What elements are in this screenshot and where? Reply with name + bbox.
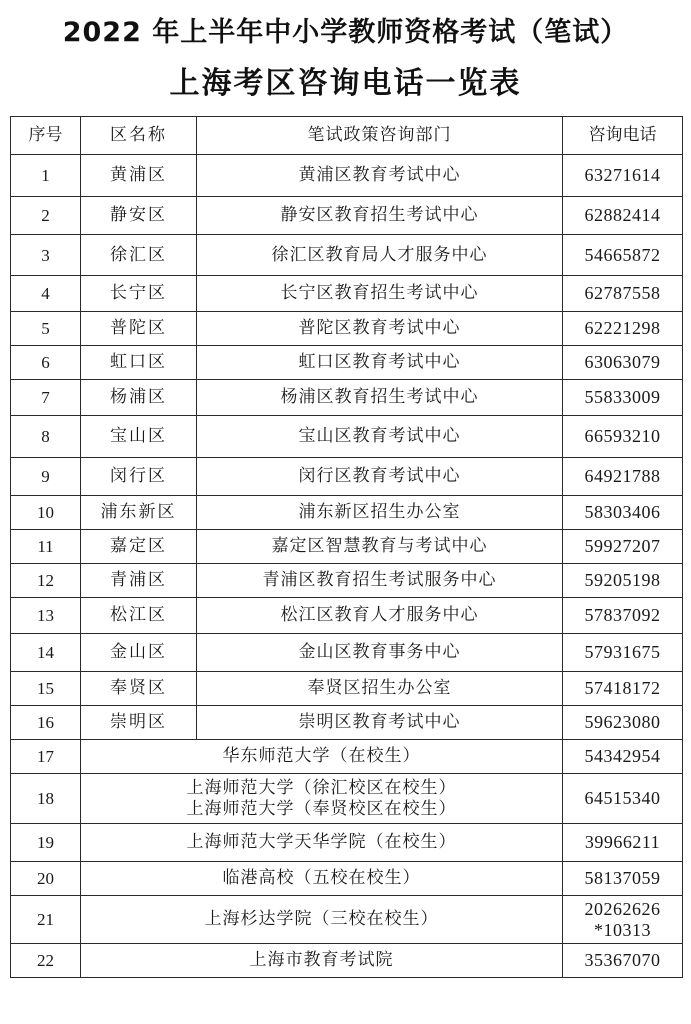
table-row: [11, 235, 683, 276]
table-row: [11, 197, 683, 235]
row-number: 7: [11, 380, 81, 416]
table-row: [11, 774, 683, 824]
table-row: [11, 740, 683, 774]
department-cell: [197, 197, 563, 235]
contact-table: [10, 116, 683, 978]
department-name: 普陀区教育考试中心: [298, 318, 461, 338]
department-name: 杨浦区教育招生考试中心: [280, 387, 479, 407]
header-phone: 咨询电话: [563, 117, 683, 155]
department-cell: [197, 276, 563, 312]
row-number: 20: [11, 862, 81, 896]
phone-cell: [563, 197, 683, 235]
department-cell: [81, 896, 563, 944]
department-name: 嘉定区智慧教育与考试中心: [271, 536, 488, 556]
phone-number: 54342954: [584, 746, 661, 766]
phone-number: 20262626: [584, 898, 661, 919]
phone-cell: [563, 672, 683, 706]
district-name: 浦东新区: [81, 496, 197, 530]
department-cell: [197, 312, 563, 346]
phone-number: 58303406: [584, 502, 661, 522]
table-row: [11, 706, 683, 740]
row-number: 16: [11, 706, 81, 740]
district-name: 普陀区: [81, 312, 197, 346]
district-name: 黄浦区: [81, 155, 197, 197]
row-number: 17: [11, 740, 81, 774]
phone-number: 64921788: [584, 466, 661, 486]
table-row: [11, 416, 683, 458]
department-name: 青浦区教育招生考试服务中心: [262, 570, 497, 590]
department-name: 金山区教育事务中心: [298, 642, 461, 662]
header-dept: 笔试政策咨询部门: [197, 117, 563, 155]
phone-number: 39966211: [584, 832, 661, 852]
phone-number: 57931675: [584, 642, 661, 662]
phone-cell: [563, 380, 683, 416]
phone-number: 35367070: [584, 950, 661, 970]
phone-number: 66593210: [584, 426, 661, 446]
department-name: 崇明区教育考试中心: [298, 712, 461, 732]
phone-cell: [563, 530, 683, 564]
department-cell: [197, 672, 563, 706]
department-name: 松江区教育人才服务中心: [280, 605, 479, 625]
row-number: 2: [11, 197, 81, 235]
phone-cell: [563, 458, 683, 496]
table-row: [11, 564, 683, 598]
department-name: 静安区教育招生考试中心: [280, 205, 479, 225]
table-row: [11, 944, 683, 978]
phone-number: 58137059: [584, 868, 661, 888]
row-number: 8: [11, 416, 81, 458]
district-name: 嘉定区: [81, 530, 197, 564]
department-cell: [197, 458, 563, 496]
department-name: 闵行区教育考试中心: [298, 466, 461, 486]
row-number: 1: [11, 155, 81, 197]
row-number: 13: [11, 598, 81, 634]
phone-number: 59623080: [584, 712, 661, 732]
table-row: [11, 458, 683, 496]
department-name: 徐汇区教育局人才服务中心: [271, 244, 488, 265]
district-name: 静安区: [81, 197, 197, 235]
department-cell: [197, 598, 563, 634]
row-number: 19: [11, 824, 81, 862]
district-name: 奉贤区: [81, 672, 197, 706]
document-title-line-2: 上海考区咨询电话一览表: [169, 66, 522, 101]
row-number: 6: [11, 346, 81, 380]
district-name: 青浦区: [81, 564, 197, 598]
phone-cell: [563, 416, 683, 458]
department-name: 浦东新区招生办公室: [298, 502, 461, 522]
table-row: [11, 824, 683, 862]
header-no: 序号: [11, 117, 81, 155]
phone-number: 54665872: [584, 244, 661, 265]
phone-number: 62221298: [584, 318, 661, 338]
department-cell: [81, 824, 563, 862]
department-name: 虹口区教育考试中心: [298, 352, 461, 372]
department-cell: [197, 380, 563, 416]
phone-cell: [563, 598, 683, 634]
phone-number: 64515340: [584, 788, 661, 808]
phone-cell: [563, 155, 683, 197]
department-name: 长宁区教育招生考试中心: [280, 283, 479, 303]
district-name: 松江区: [81, 598, 197, 634]
row-number: 22: [11, 944, 81, 978]
row-number: 14: [11, 634, 81, 672]
phone-number: 62882414: [584, 205, 661, 225]
header-district: 区名称: [81, 117, 197, 155]
district-name: 虹口区: [81, 346, 197, 380]
phone-number: 62787558: [584, 283, 661, 303]
row-number: 12: [11, 564, 81, 598]
row-number: 10: [11, 496, 81, 530]
phone-number: 63063079: [584, 352, 661, 372]
department-cell: [197, 155, 563, 197]
district-name: 徐汇区: [81, 235, 197, 276]
row-number: 11: [11, 530, 81, 564]
department-cell: [81, 944, 563, 978]
department-name: 华东师范大学（在校生）: [222, 746, 421, 766]
table-header-row: [11, 117, 683, 155]
table-row: [11, 896, 683, 944]
district-name: 崇明区: [81, 706, 197, 740]
department-cell: [197, 346, 563, 380]
phone-number: 57837092: [584, 605, 661, 625]
department-cell: [81, 740, 563, 774]
table-row: [11, 634, 683, 672]
department-name: 上海师范大学（徐汇校区在校生）: [186, 777, 457, 798]
phone-cell: [563, 496, 683, 530]
department-name: 上海师范大学（奉贤校区在校生）: [186, 798, 457, 819]
department-cell: [197, 706, 563, 740]
district-name: 长宁区: [81, 276, 197, 312]
table-row: [11, 598, 683, 634]
table-row: [11, 672, 683, 706]
phone-number: 63271614: [584, 165, 661, 185]
table-row: [11, 380, 683, 416]
phone-cell: [563, 346, 683, 380]
department-name: 宝山区教育考试中心: [298, 426, 461, 446]
row-number: 3: [11, 235, 81, 276]
department-cell: [197, 564, 563, 598]
phone-cell: [563, 706, 683, 740]
row-number: 5: [11, 312, 81, 346]
phone-cell: [563, 740, 683, 774]
table-row: [11, 155, 683, 197]
phone-cell: [563, 312, 683, 346]
phone-number: *10313: [594, 919, 651, 940]
district-name: 金山区: [81, 634, 197, 672]
district-name: 闵行区: [81, 458, 197, 496]
department-name: 临港高校（五校在校生）: [222, 868, 421, 888]
department-name: 上海市教育考试院: [249, 950, 394, 970]
phone-cell: [563, 276, 683, 312]
phone-cell: [563, 235, 683, 276]
table-row: [11, 530, 683, 564]
phone-cell: [563, 564, 683, 598]
phone-number: 59205198: [584, 570, 661, 590]
row-number: 18: [11, 774, 81, 824]
phone-number: 55833009: [584, 387, 661, 407]
document-title-line-1: 2022 年上半年中小学教师资格考试（笔试）: [62, 17, 629, 48]
department-name: 上海师范大学天华学院（在校生）: [186, 832, 457, 852]
district-name: 宝山区: [81, 416, 197, 458]
department-cell: [81, 774, 563, 824]
row-number: 15: [11, 672, 81, 706]
row-number: 4: [11, 276, 81, 312]
phone-number: 59927207: [584, 536, 661, 556]
phone-cell: [563, 896, 683, 944]
phone-number: 57418172: [584, 678, 661, 698]
phone-cell: [563, 634, 683, 672]
department-cell: [197, 235, 563, 276]
department-name: 黄浦区教育考试中心: [298, 165, 461, 185]
phone-cell: [563, 824, 683, 862]
table-row: [11, 276, 683, 312]
department-name: 奉贤区招生办公室: [307, 678, 452, 698]
row-number: 21: [11, 896, 81, 944]
table-row: [11, 862, 683, 896]
department-cell: [81, 862, 563, 896]
department-name: 上海杉达学院（三校在校生）: [204, 909, 439, 929]
phone-cell: [563, 774, 683, 824]
phone-cell: [563, 944, 683, 978]
table-row: [11, 496, 683, 530]
department-cell: [197, 496, 563, 530]
department-cell: [197, 416, 563, 458]
phone-cell: [563, 862, 683, 896]
table-row: [11, 346, 683, 380]
district-name: 杨浦区: [81, 380, 197, 416]
department-cell: [197, 634, 563, 672]
department-cell: [197, 530, 563, 564]
table-row: [11, 312, 683, 346]
row-number: 9: [11, 458, 81, 496]
